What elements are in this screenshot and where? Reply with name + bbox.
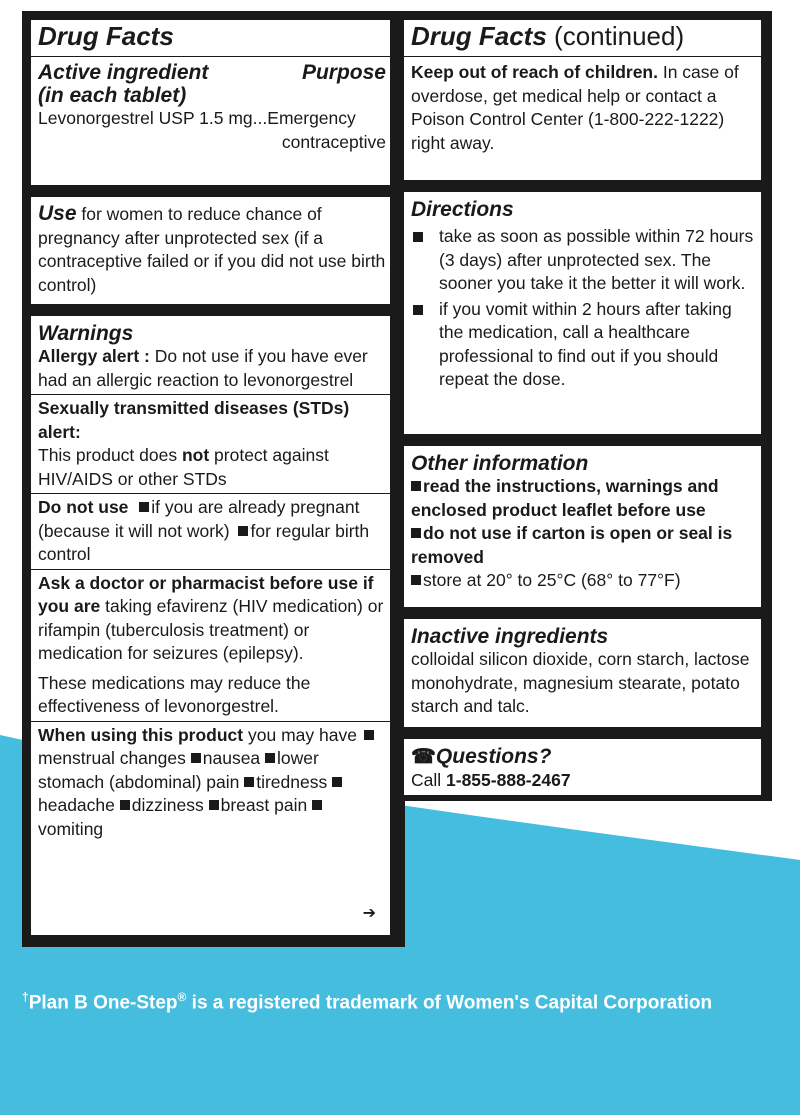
when-using	[38, 724, 386, 842]
other-information-heading: Other information	[411, 452, 589, 475]
telephone-icon: ☎	[411, 746, 436, 768]
inactive-ingredients-text: colloidal silicon dioxide, corn starch, lactose monohydrate, magnesium stearate, potato starch and talc.	[411, 649, 750, 716]
continue-arrow-icon: ➔	[362, 904, 376, 922]
other-information-box	[404, 446, 761, 607]
inactive-ingredients-heading: Inactive ingredients	[411, 625, 609, 648]
bullet-square-icon	[238, 526, 248, 536]
warnings-box	[31, 316, 390, 935]
bullet-square-icon	[364, 730, 374, 740]
active-ingredient-line	[38, 107, 386, 131]
continued-title-box	[404, 20, 761, 180]
other-info-item-text: read the instructions, warnings and enclosed product leaflet before use	[411, 476, 719, 520]
std-text-part1: This product does	[38, 445, 182, 465]
divider	[31, 569, 390, 570]
keep-out-label: Keep out of reach of children.	[411, 62, 658, 82]
divider	[31, 56, 390, 57]
allergy-alert-label: Allergy alert :	[38, 346, 150, 366]
when-using-label: When using this product	[38, 724, 244, 745]
divider	[404, 56, 761, 57]
do-not-use-item-1: if you are already pregnant (because it will not work)	[38, 497, 360, 541]
questions-heading: Questions?	[435, 745, 552, 768]
warnings-heading: Warnings	[38, 322, 134, 345]
continued-title-bold: Drug Facts	[411, 21, 547, 51]
ask-doctor	[38, 572, 386, 666]
std-alert-text	[38, 444, 386, 491]
bullet-square-icon	[411, 575, 421, 585]
bullet-square-icon	[332, 777, 342, 787]
active-ingredient-subheading: (in each tablet)	[38, 84, 187, 107]
divider	[31, 493, 390, 494]
allergy-alert-text: Do not use if you have ever had an allergic reaction to levonorgestrel	[38, 346, 368, 390]
bullet-square-icon	[191, 753, 201, 763]
other-info-item	[411, 475, 757, 522]
directions-item	[411, 225, 757, 296]
continued-title-suffix: (continued)	[546, 21, 685, 51]
directions-item-text: if you vomit within 2 hours after taking the medication, call a healthcare professional to find out if you should repeat the dose.	[439, 298, 732, 389]
other-info-item-text: store at 20° to 25°C (68° to 77°F)	[423, 570, 681, 590]
other-info-item-text: do not use if carton is open or seal is removed	[411, 523, 733, 567]
other-info-item	[411, 522, 757, 569]
inactive-ingredients-box	[404, 619, 761, 727]
call-label: Call	[411, 770, 447, 790]
questions-heading-row	[411, 745, 757, 769]
continued-title	[411, 20, 757, 52]
side-effect: headache	[38, 795, 115, 815]
directions-box	[404, 192, 761, 434]
directions-item	[411, 298, 757, 392]
side-effect: tiredness	[256, 771, 328, 792]
bullet-square-icon	[312, 800, 322, 810]
active-ingredient-header	[38, 61, 386, 107]
ask-doctor-label: Ask a doctor or pharmacist before use if you are	[38, 572, 374, 616]
drug-facts-left-column	[22, 11, 405, 947]
questions-phone-number: 1-855-888-2467	[446, 770, 571, 790]
divider	[31, 721, 390, 722]
divider	[31, 394, 390, 395]
brand-name: Plan B One-Step	[28, 992, 178, 1014]
purpose-heading: Purpose	[301, 61, 386, 84]
bullet-square-icon	[120, 800, 130, 810]
side-effect: breast pain	[220, 795, 308, 815]
active-ingredient-heading: Active ingredient	[38, 61, 209, 84]
purpose-line1: Emergency	[267, 108, 356, 128]
registered-mark: ®	[177, 990, 187, 1004]
trademark-text: is a registered trademark of Women's Capital Corporation	[186, 992, 713, 1014]
dagger-mark: †	[22, 990, 29, 1004]
bullet-square-icon	[209, 800, 219, 810]
questions-call-line	[411, 769, 757, 793]
side-effect: lower stomach (abdominal) pain	[38, 748, 319, 792]
when-using-text: you may have	[243, 724, 357, 745]
purpose-line2: contraceptive	[281, 131, 386, 152]
ask-doctor-text: taking efavirenz (HIV medication) or rifampin (tuberculosis treatment) or medication for seizures (epilepsy).	[38, 596, 384, 663]
directions-heading: Directions	[411, 198, 514, 221]
side-effect: menstrual changes	[38, 748, 186, 768]
use-text: for women to reduce chance of pregnancy after unprotected sex (if a contraceptive failed or if you did not use birth control)	[38, 204, 386, 295]
std-alert-label: Sexually transmitted diseases (STDs) alert:	[38, 398, 350, 442]
keep-out-text: In case of overdose, get medical help or contact a Poison Control Center (1-800-222-1222) right away.	[411, 62, 739, 153]
bullet-square-icon	[265, 753, 275, 763]
do-not-use-label: Do not use	[38, 497, 129, 517]
trademark-footnote	[22, 990, 712, 1014]
leader-dots: ...	[252, 108, 268, 128]
questions-box	[404, 739, 761, 795]
bullet-square-icon	[413, 232, 423, 242]
side-effect: dizziness	[131, 795, 204, 815]
std-text-not: not	[181, 445, 210, 465]
bullet-square-icon	[411, 481, 421, 491]
bullet-square-icon	[244, 777, 254, 787]
do-not-use	[38, 496, 386, 567]
side-effect: vomiting	[38, 818, 104, 839]
use-box	[31, 197, 390, 304]
bullet-square-icon	[411, 528, 421, 538]
drug-facts-right-column	[398, 11, 772, 801]
ask-doctor-text-2: These medications may reduce the effectiveness of levonorgestrel.	[38, 672, 311, 716]
allergy-alert	[38, 345, 386, 392]
directions-item-text: take as soon as possible within 72 hours (3 days) after unprotected sex. The sooner you take it the better it will work.	[439, 226, 754, 293]
drug-facts-title-box	[31, 20, 390, 185]
do-not-use-item-2: for regular birth control	[38, 520, 370, 564]
side-effect: nausea	[202, 748, 261, 768]
keep-out-of-reach	[411, 61, 757, 155]
bullet-square-icon	[139, 502, 149, 512]
use-heading: Use	[38, 202, 77, 225]
active-ingredient: Levonorgestrel USP 1.5 mg	[38, 108, 253, 128]
other-info-item	[411, 569, 757, 593]
bullet-square-icon	[413, 305, 423, 315]
std-text-part2: protect against HIV/AIDS or other STDs	[38, 445, 329, 489]
drug-facts-title: Drug Facts	[38, 21, 174, 51]
